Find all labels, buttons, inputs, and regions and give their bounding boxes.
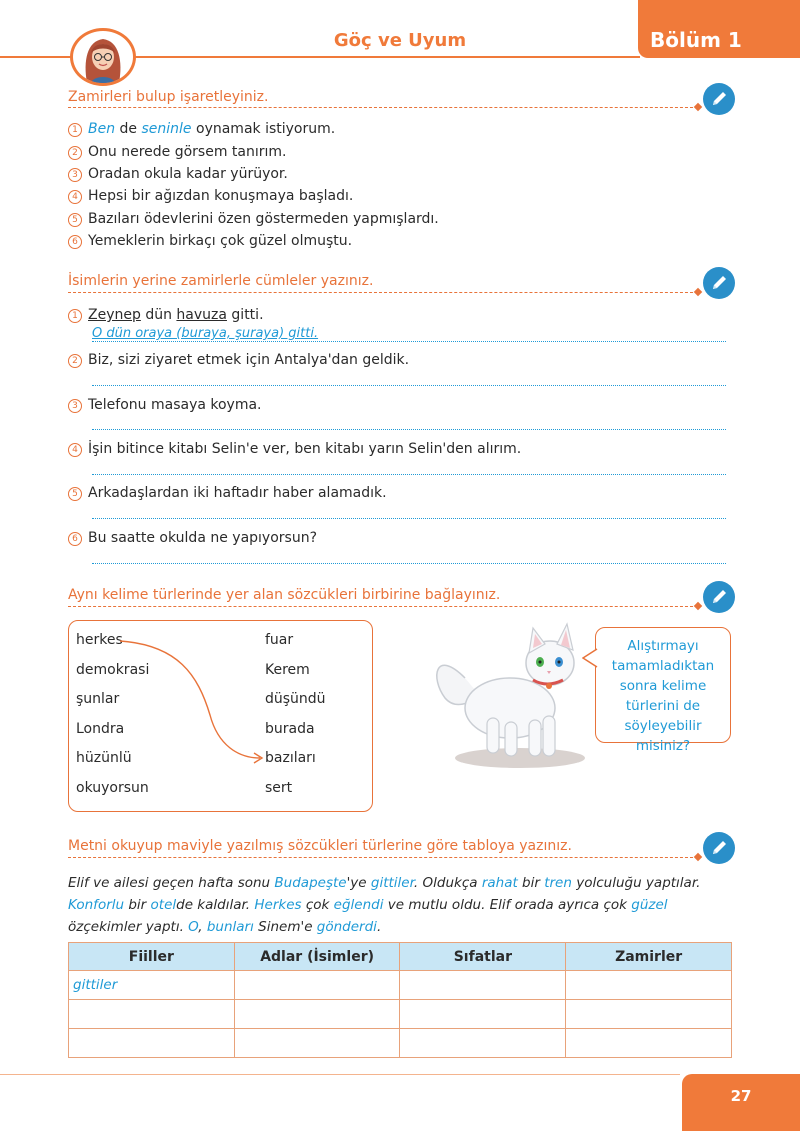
blue-word: bunları — [206, 919, 254, 935]
section1-rule — [68, 107, 698, 108]
section2-item-6 — [68, 530, 317, 546]
text: 'ye — [346, 875, 371, 891]
answer-line[interactable] — [92, 563, 726, 564]
table-cell[interactable] — [400, 1000, 566, 1029]
left-word[interactable]: okuyorsun — [76, 780, 149, 796]
blue-word: gönderdi — [316, 919, 377, 935]
table-cell[interactable] — [234, 971, 400, 1000]
right-word[interactable]: fuar — [265, 632, 294, 648]
noun-word: Zeynep — [88, 307, 141, 323]
text: Elif ve ailesi geçen hafta sonu — [68, 875, 275, 891]
item-text: Bazıları ödevlerini özen göstermeden yapmışlardı. — [88, 211, 439, 227]
left-word[interactable]: herkes — [76, 632, 123, 648]
table-header: Adlar (İsimler) — [234, 943, 400, 971]
item-number: 4 — [68, 190, 82, 204]
section1-item-3 — [68, 166, 288, 182]
table-cell[interactable] — [400, 971, 566, 1000]
item-number: 4 — [68, 443, 82, 457]
blue-word: Konforlu — [68, 897, 125, 913]
pronoun-word: seninle — [141, 121, 192, 137]
section2-dot — [694, 288, 702, 296]
item-text: Onu nerede görsem tanırım. — [88, 144, 287, 160]
item-number: 5 — [68, 213, 82, 227]
table-cell[interactable]: gittiler — [69, 971, 235, 1000]
section4-rule — [68, 857, 698, 858]
table-row — [69, 1000, 732, 1029]
reading-paragraph — [68, 872, 733, 938]
girl-avatar — [70, 28, 136, 86]
page-number: 27 — [682, 1074, 800, 1131]
table-header: Fiiller — [69, 943, 235, 971]
blue-word: Budapeşte — [274, 875, 347, 891]
blue-word: O — [188, 919, 199, 935]
item-number: 6 — [68, 235, 82, 249]
item-text: gitti. — [226, 307, 264, 323]
pencil-icon — [703, 83, 735, 115]
table-row — [69, 1029, 732, 1058]
section1-item-5 — [68, 211, 439, 227]
section3-heading: Aynı kelime türlerinde yer alan sözcükleri birbirine bağlayınız. — [68, 587, 501, 603]
pencil-icon — [703, 581, 735, 613]
text: bir — [517, 875, 545, 891]
section3-rule — [68, 606, 698, 607]
section1-item-6 — [68, 233, 352, 249]
left-word[interactable]: şunlar — [76, 691, 120, 707]
white-cat-illustration — [425, 618, 595, 778]
item-text: Oradan okula kadar yürüyor. — [88, 166, 288, 182]
left-word[interactable]: hüzünlü — [76, 750, 132, 766]
table-cell[interactable] — [400, 1029, 566, 1058]
item-number: 2 — [68, 354, 82, 368]
speech-bubble-tail — [582, 648, 598, 668]
section1-item-2 — [68, 144, 286, 160]
section2-item-3 — [68, 397, 262, 413]
page-title: Göç ve Uyum — [333, 30, 467, 51]
table-cell[interactable] — [234, 1000, 400, 1029]
section1-dot — [694, 103, 702, 111]
pencil-icon — [703, 832, 735, 864]
blue-word: güzel — [631, 897, 668, 913]
item-text: Bu saatte okulda ne yapıyorsun? — [88, 530, 317, 546]
table-cell[interactable] — [566, 1029, 732, 1058]
right-word[interactable]: düşündü — [265, 691, 326, 707]
pronoun-word: Ben — [88, 121, 116, 137]
table-row — [69, 971, 732, 1000]
item-number: 6 — [68, 532, 82, 546]
text: ve mutlu oldu. Elif orada ayrıca çok — [383, 897, 632, 913]
section1-heading: Zamirleri bulup işaretleyiniz. — [68, 89, 269, 105]
blue-word: Herkes — [254, 897, 302, 913]
table-header-row — [69, 943, 732, 971]
section4-heading: Metni okuyup maviyle yazılmış sözcükleri türlerine göre tabloya yazınız. — [68, 838, 572, 854]
section3-dot — [694, 602, 702, 610]
answer-line[interactable] — [92, 429, 726, 430]
text: yolculuğu yaptılar. — [571, 875, 701, 891]
table-cell[interactable] — [69, 1000, 235, 1029]
item-number: 1 — [68, 123, 82, 137]
item-text: Hepsi bir ağızdan konuşmaya başladı. — [88, 188, 354, 204]
section2-item-2 — [68, 352, 409, 368]
item-number: 3 — [68, 399, 82, 413]
example-answer: O dün oraya (buraya, şuraya) gitti. — [92, 326, 319, 341]
item-text: Yemeklerin birkaçı çok güzel olmuştu. — [88, 233, 353, 249]
table-cell[interactable] — [69, 1029, 235, 1058]
item-text: de — [115, 121, 142, 137]
left-word[interactable]: demokrasi — [76, 662, 150, 678]
left-word[interactable]: Londra — [76, 721, 125, 737]
answer-line[interactable] — [92, 385, 726, 386]
section2-item-4 — [68, 441, 521, 457]
text: . — [376, 919, 382, 935]
section2-item-1 — [68, 307, 264, 323]
section2-heading: İsimlerin yerine zamirlerle cümleler yazınız. — [68, 273, 374, 289]
table-cell[interactable] — [234, 1029, 400, 1058]
item-text: dün — [140, 307, 177, 323]
right-word[interactable]: bazıları — [265, 750, 316, 766]
text: Sinem'e — [253, 919, 317, 935]
table-cell[interactable] — [566, 1000, 732, 1029]
right-word[interactable]: burada — [265, 721, 315, 737]
answer-line[interactable] — [92, 341, 726, 342]
item-text: İşin bitince kitabı Selin'e ver, ben kitabı yarın Selin'den alırım. — [88, 441, 522, 457]
chapter-tab: Bölüm 1 — [638, 0, 800, 58]
text: bir — [124, 897, 151, 913]
table-header: Sıfatlar — [400, 943, 566, 971]
text: . Oldukça — [413, 875, 482, 891]
right-word[interactable]: Kerem — [265, 662, 310, 678]
word-type-table — [68, 942, 732, 1058]
footer-rule — [0, 1074, 680, 1075]
answer-line[interactable] — [92, 474, 726, 475]
answer-line[interactable] — [92, 518, 726, 519]
item-number: 2 — [68, 146, 82, 160]
blue-word: otel — [150, 897, 177, 913]
example-connector-line — [118, 635, 268, 765]
blue-word: gittiler — [370, 875, 414, 891]
section1-item-4 — [68, 188, 353, 204]
right-word[interactable]: sert — [265, 780, 293, 796]
blue-word: eğlendi — [333, 897, 384, 913]
blue-word: tren — [544, 875, 572, 891]
item-text: oynamak istiyorum. — [191, 121, 336, 137]
section2-rule — [68, 292, 698, 293]
table-header: Zamirler — [566, 943, 732, 971]
item-number: 3 — [68, 168, 82, 182]
section1-item-1 — [68, 121, 335, 137]
item-text: Telefonu masaya koyma. — [88, 397, 262, 413]
item-number: 5 — [68, 487, 82, 501]
blue-word: rahat — [481, 875, 518, 891]
text: çok — [301, 897, 334, 913]
text: , — [198, 919, 207, 935]
noun-word: havuza — [176, 307, 227, 323]
text: de kaldılar. — [176, 897, 255, 913]
table-cell[interactable] — [566, 971, 732, 1000]
section4-dot — [694, 853, 702, 861]
item-number: 1 — [68, 309, 82, 323]
section2-item-5 — [68, 485, 387, 501]
pencil-icon — [703, 267, 735, 299]
speech-bubble: Alıştırmayı tamamladıktan sonra kelime türlerini de söyleyebilir misiniz? — [595, 627, 731, 743]
item-text: Biz, sizi ziyaret etmek için Antalya'dan geldik. — [88, 352, 410, 368]
item-text: Arkadaşlardan iki haftadır haber alamadık. — [88, 485, 387, 501]
text: özçekimler yaptı. — [68, 919, 189, 935]
